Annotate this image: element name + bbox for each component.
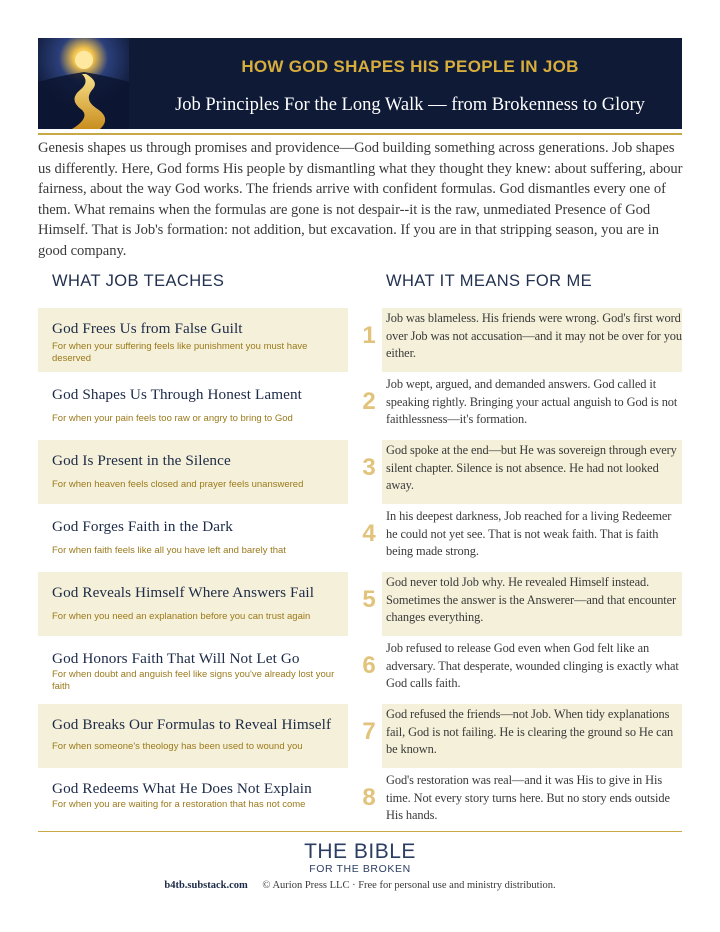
principle-title: God Forges Faith in the Dark — [52, 518, 233, 535]
principle-subtitle: For when your pain feels too raw or angry to bring to God — [52, 413, 293, 424]
row-number: 7 — [362, 718, 376, 745]
path-to-light-illustration — [38, 38, 129, 129]
principle-row — [38, 704, 682, 768]
row-number: 8 — [362, 784, 376, 811]
column-header-teaches: WHAT JOB TEACHES — [52, 272, 225, 290]
header-banner — [38, 38, 682, 129]
meaning-text: Job wept, argued, and demanded answers. God called it speaking rightly. Bringing your actual anguish to God is not faithlessness—it's formation. — [386, 377, 678, 426]
row-number: 1 — [362, 322, 376, 349]
principle-cell — [38, 440, 348, 504]
principle-cell — [38, 770, 348, 834]
meaning-cell — [382, 506, 682, 570]
principle-row — [38, 308, 682, 372]
principle-cell — [38, 638, 348, 702]
footer — [0, 880, 720, 891]
principle-cell — [38, 374, 348, 438]
principle-cell — [38, 506, 348, 570]
principle-row — [38, 374, 682, 438]
meaning-text: Job was blameless. His friends were wrong. God's first word over Job was not accusation—and it may not be over for you either. — [386, 311, 682, 360]
principle-title: God Frees Us from False Guilt — [52, 320, 243, 337]
principle-title: God Honors Faith That Will Not Let Go — [52, 650, 300, 667]
principle-subtitle: For when doubt and anguish feel like signs you've already lost your faith — [52, 669, 335, 692]
meaning-text: God spoke at the end—but He was sovereign through every silent chapter. Silence is not absence. He had not looked away. — [386, 443, 677, 492]
principle-row — [38, 506, 682, 570]
footer-copyright: © Aurion Press LLC · Free for personal use and ministry distribution. — [262, 880, 556, 891]
meaning-cell — [382, 440, 682, 504]
principle-subtitle: For when faith feels like all you have left and barely that — [52, 545, 286, 556]
principle-cell — [38, 572, 348, 636]
top-divider — [38, 133, 682, 135]
principle-title: God Reveals Himself Where Answers Fail — [52, 584, 315, 601]
principle-subtitle: For when you are waiting for a restoration that has not come — [52, 799, 306, 810]
principle-subtitle: For when your suffering feels like punishment you must have deserved — [52, 341, 308, 364]
row-number: 5 — [362, 586, 376, 613]
principle-title: God Breaks Our Formulas to Reveal Himself — [52, 716, 332, 733]
row-number: 4 — [362, 520, 376, 547]
meaning-cell — [382, 374, 682, 438]
meaning-text: God refused the friends—not Job. When tidy explanations fail, God is not failing. He is clearing the ground so He can be known. — [386, 707, 674, 756]
principle-row — [38, 638, 682, 702]
row-number: 6 — [362, 652, 376, 679]
meaning-text: Job refused to release God even when God felt like an adversary. That desperate, wounded clinging is exactly what God calls faith. — [386, 641, 679, 690]
row-number: 3 — [362, 454, 376, 481]
meaning-cell — [382, 770, 682, 834]
meaning-text: In his deepest darkness, Job reached for a living Redeemer he could not yet see. That is not weak faith. That is faith being made strong. — [386, 509, 672, 558]
row-number: 2 — [362, 388, 376, 415]
principle-cell — [38, 308, 348, 372]
brand-logo-line2: FOR THE BROKEN — [309, 863, 411, 875]
bottom-divider — [38, 831, 682, 832]
principle-title: God Is Present in the Silence — [52, 452, 231, 469]
principle-title: God Shapes Us Through Honest Lament — [52, 386, 302, 403]
meaning-cell — [382, 704, 682, 768]
column-header-means: WHAT IT MEANS FOR ME — [386, 272, 593, 290]
principle-subtitle: For when heaven feels closed and prayer feels unanswered — [52, 479, 304, 490]
principle-subtitle: For when someone's theology has been used to wound you — [52, 741, 303, 752]
principle-subtitle: For when you need an explanation before you can trust again — [52, 611, 311, 622]
meaning-cell — [382, 572, 682, 636]
brand-logo-line1: THE BIBLE — [304, 840, 416, 863]
principle-cell — [38, 704, 348, 768]
meaning-cell — [382, 638, 682, 702]
page-subtitle: Job Principles For the Long Walk — from Brokenness to Glory — [175, 95, 645, 115]
principle-row — [38, 770, 682, 834]
meaning-text: God's restoration was real—and it was His to give in His time. Not every story turns here. But no story ends outside His hands. — [386, 773, 670, 822]
intro-paragraph: Genesis shapes us through promises and providence—God building something across generations. Job shapes us differently. Here, God forms His people by dismantling what they thought they knew: about suffering, abour fairness, about the way God works. The friends arrive with confident formulas. God dismantles every one of them. What remains when the formulas are gone is not despair--it is the raw, unmediated Presence of God Himself. That is Job's formation: not addition, but excavation. If you are in that stripping season, you are in good company. — [38, 140, 683, 259]
footer-site-link[interactable]: b4tb.substack.com — [164, 880, 248, 891]
meaning-text: God never told Job why. He revealed Himself instead. Sometimes the answer is the Answerer—and that encounter changes everything. — [386, 575, 677, 624]
principle-title: God Redeems What He Does Not Explain — [52, 780, 312, 797]
principle-row — [38, 572, 682, 636]
meaning-cell — [382, 308, 682, 372]
principle-row — [38, 440, 682, 504]
page-title: HOW GOD SHAPES HIS PEOPLE IN JOB — [241, 57, 579, 76]
